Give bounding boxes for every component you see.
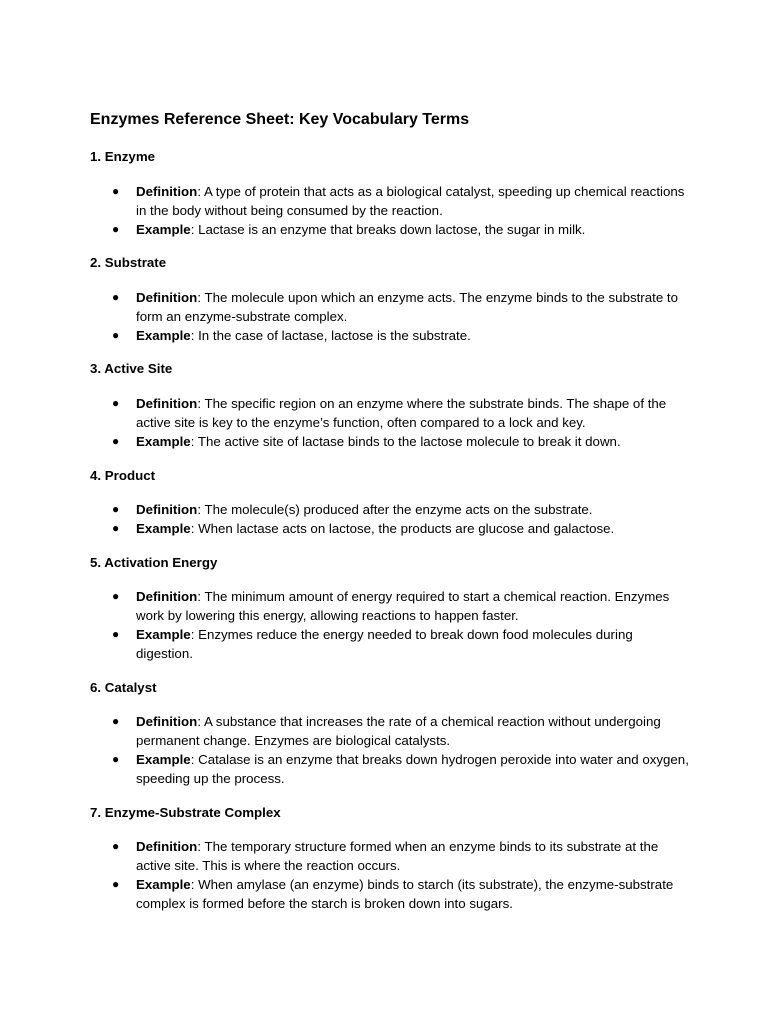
term-list-enzyme-substrate-complex	[112, 837, 692, 913]
example-label: Example	[136, 434, 191, 449]
bullet-icon: ●	[112, 589, 120, 603]
term-heading-active-site: 3. Active Site	[90, 361, 173, 376]
definition-text: The specific region on an enzyme where the substrate binds. The shape of the active site is key to the enzyme’s function, often compared to a lock and key.	[136, 396, 667, 430]
definition-label: Definition	[136, 502, 198, 517]
label-separator: :	[197, 502, 205, 517]
term-heading-enzyme-substrate-complex: 7. Enzyme-Substrate Complex	[90, 805, 281, 820]
example-label: Example	[136, 328, 191, 343]
label-separator: :	[190, 328, 199, 343]
label-separator: :	[190, 877, 199, 892]
term-list-enzyme	[112, 182, 692, 239]
term-heading-substrate: 2. Substrate	[90, 255, 167, 270]
bullet-icon: ●	[112, 839, 120, 853]
example-text: In the case of lactase, lactose is the substrate.	[198, 328, 471, 343]
definition-item	[112, 182, 692, 220]
label-separator: :	[190, 752, 199, 767]
term-heading-activation-energy: 5. Activation Energy	[90, 555, 218, 570]
label-separator: :	[197, 184, 204, 199]
term-heading-enzyme: 1. Enzyme	[90, 149, 156, 164]
term-list-catalyst	[112, 712, 692, 788]
bullet-icon: ●	[112, 627, 120, 641]
example-label: Example	[136, 752, 191, 767]
example-text: When amylase (an enzyme) binds to starch (its substrate), the enzyme-substrate complex is formed before the starch is broken down into sugars.	[136, 877, 674, 911]
label-separator: :	[197, 714, 204, 729]
definition-text: The minimum amount of energy required to start a chemical reaction. Enzymes work by lowering this energy, allowing reactions to happen faster.	[136, 589, 670, 623]
definition-item	[112, 837, 692, 875]
definition-label: Definition	[136, 290, 198, 305]
term-heading-product: 4. Product	[90, 468, 156, 483]
example-text: Enzymes reduce the energy needed to break down food molecules during digestion.	[136, 627, 633, 661]
term-heading-catalyst: 6. Catalyst	[90, 680, 157, 695]
bullet-icon: ●	[112, 290, 120, 304]
example-label: Example	[136, 627, 191, 642]
definition-item	[112, 712, 692, 750]
definition-label: Definition	[136, 396, 198, 411]
example-label: Example	[136, 521, 191, 536]
label-separator: :	[190, 627, 199, 642]
definition-item	[112, 587, 692, 625]
document-title: Enzymes Reference Sheet: Key Vocabulary Terms	[90, 111, 470, 128]
example-text: Catalase is an enzyme that breaks down hydrogen peroxide into water and oxygen, speeding up the process.	[136, 752, 689, 786]
bullet-icon: ●	[112, 714, 120, 728]
label-separator: :	[197, 290, 205, 305]
definition-item	[112, 500, 692, 519]
example-text: Lactase is an enzyme that breaks down lactose, the sugar in milk.	[198, 222, 586, 237]
example-text: When lactase acts on lactose, the products are glucose and galactose.	[198, 521, 615, 536]
term-list-activation-energy	[112, 587, 692, 663]
definition-label: Definition	[136, 714, 198, 729]
bullet-icon: ●	[112, 396, 120, 410]
definition-text: A substance that increases the rate of a chemical reaction without undergoing permanent change. Enzymes are biological catalysts.	[136, 714, 661, 748]
label-separator: :	[190, 521, 199, 536]
definition-label: Definition	[136, 589, 198, 604]
definition-item	[112, 288, 692, 326]
definition-text: A type of protein that acts as a biological catalyst, speeding up chemical reactions in the body without being consumed by the reaction.	[136, 184, 685, 218]
example-item	[112, 750, 692, 788]
example-text: The active site of lactase binds to the lactose molecule to break it down.	[197, 434, 621, 449]
example-item	[112, 220, 692, 239]
definition-item	[112, 394, 692, 432]
example-item	[112, 625, 692, 663]
bullet-icon: ●	[112, 521, 120, 535]
definition-text: The molecule(s) produced after the enzyme acts on the substrate.	[204, 502, 593, 517]
term-list-active-site	[112, 394, 692, 451]
definition-text: The temporary structure formed when an enzyme binds to its substrate at the active site. This is where the reaction occurs.	[136, 839, 659, 873]
bullet-icon: ●	[112, 877, 120, 891]
definition-label: Definition	[136, 839, 198, 854]
example-item	[112, 432, 692, 451]
label-separator: :	[197, 396, 205, 411]
bullet-icon: ●	[112, 184, 120, 198]
label-separator: :	[197, 839, 205, 854]
example-item	[112, 875, 692, 913]
bullet-icon: ●	[112, 222, 120, 236]
label-separator: :	[190, 222, 199, 237]
example-label: Example	[136, 222, 191, 237]
definition-text: The molecule upon which an enzyme acts. The enzyme binds to the substrate to form an enzyme-substrate complex.	[136, 290, 679, 324]
bullet-icon: ●	[112, 502, 120, 516]
label-separator: :	[197, 589, 205, 604]
bullet-icon: ●	[112, 328, 120, 342]
example-label: Example	[136, 877, 191, 892]
example-item	[112, 519, 692, 538]
label-separator: :	[190, 434, 198, 449]
example-item	[112, 326, 692, 345]
term-list-substrate	[112, 288, 692, 345]
bullet-icon: ●	[112, 752, 120, 766]
definition-label: Definition	[136, 184, 198, 199]
bullet-icon: ●	[112, 434, 120, 448]
term-list-product	[112, 500, 692, 538]
